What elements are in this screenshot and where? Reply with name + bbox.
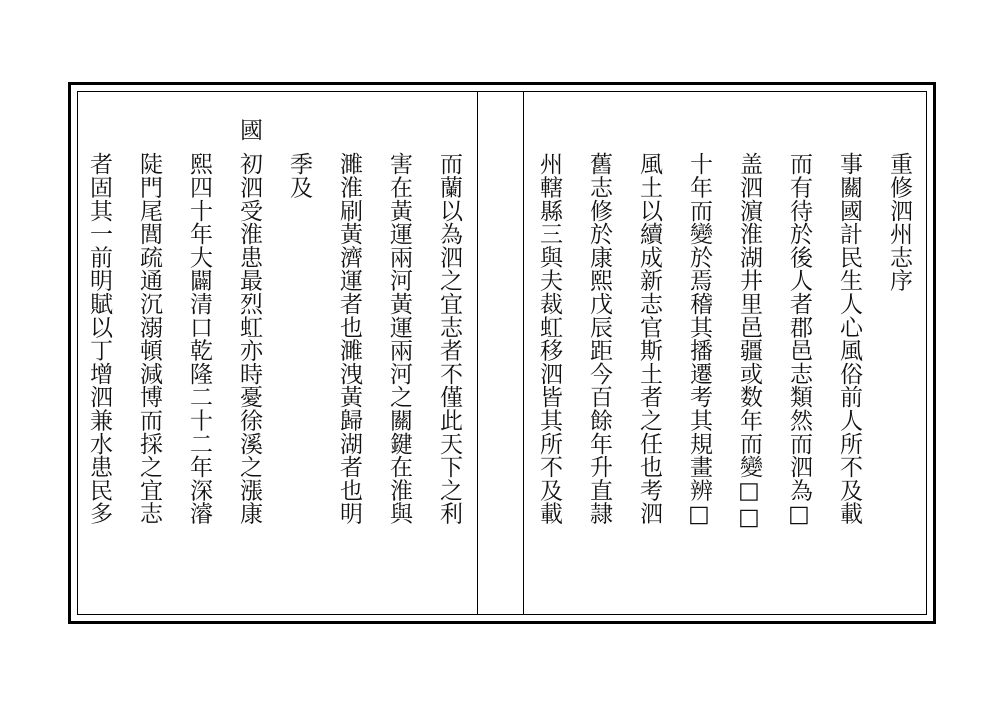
text-column: 州轄縣三與夫裁虹移泗皆其所不及載	[536, 152, 562, 525]
text-column: 而有待於後人者郡邑志類然而泗為□	[786, 152, 812, 528]
text-column: 十年而變於焉稽其播遷考其規畫辨□	[686, 152, 712, 528]
text-column: 陡門尾閭疏通沉溺頓減博而採之宜志	[136, 152, 162, 525]
text-column: 濉淮刷黃濟運者也濉洩黃歸湖者也明	[336, 152, 362, 525]
text-column: 季及	[286, 152, 312, 199]
fold-line-right	[523, 91, 524, 615]
preface-title: 重修泗州志序	[886, 152, 912, 292]
text-column: 風土以續成新志官斯土者之任也考泗	[636, 152, 662, 525]
text-column: 盖泗濵淮湖井里邑疆或数年而變□□	[736, 152, 762, 531]
text-column: 害在黃運兩河黃運兩河之關鍵在淮與	[386, 152, 412, 525]
text-column: 者固其一前明賦以丁增泗兼水患民多	[86, 152, 112, 525]
text-column: 熙四十年大闢清口乾隆二十二年深濬	[186, 152, 212, 525]
elevated-honorific: 國	[236, 118, 262, 142]
text-column: 初泗受淮患最烈虹亦時憂徐溪之漲康	[236, 152, 262, 525]
text-column: 舊志修於康熙戊辰距今百餘年升直隷	[586, 152, 612, 525]
text-column: 而蘭以為泗之宜志者不僅此天下之利	[436, 152, 462, 525]
fold-line-left	[477, 91, 478, 615]
text-column: 事關國計民生人心風俗前人所不及載	[836, 152, 862, 525]
